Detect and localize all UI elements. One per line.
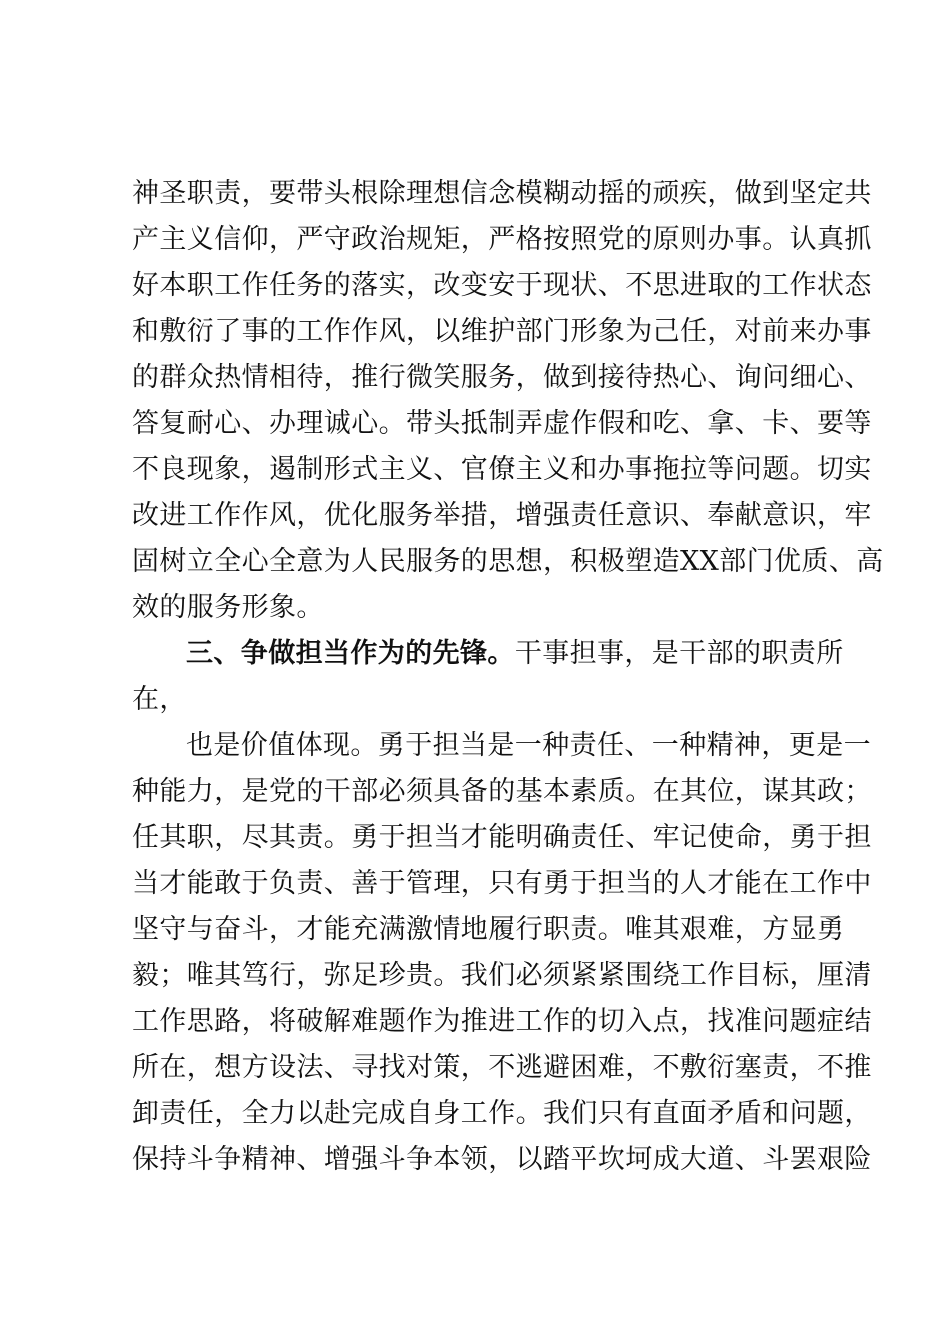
paragraph-line: 所在，想方设法、寻找对策，不逃避困难，不敷衍塞责，不推 <box>132 1052 872 1083</box>
paragraph-line: 坚守与奋斗，才能充满激情地履行职责。唯其艰难，方显勇 <box>132 914 845 945</box>
section-heading-rest: 干事担事，是干部的职责所 <box>514 638 844 669</box>
paragraph-line: 当才能敢于负责、善于管理，只有勇于担当的人才能在工作中 <box>132 868 872 899</box>
section-heading: 三、争做担当作为的先锋。 <box>186 638 515 669</box>
paragraph-line: 固树立全心全意为人民服务的思想，积极塑造XX部门优质、高 <box>132 546 884 577</box>
paragraph-line: 答复耐心、办理诚心。带头抵制弄虚作假和吃、拿、卡、要等 <box>132 408 872 439</box>
paragraph-line: 在， <box>132 684 187 715</box>
paragraph-line: 效的服务形象。 <box>132 592 324 623</box>
paragraph-line: 产主义信仰，严守政治规矩，严格按照党的原则办事。认真抓 <box>132 224 872 255</box>
paragraph-line: 毅；唯其笃行，弥足珍贵。我们必须紧紧围绕工作目标，厘清 <box>132 960 872 991</box>
paragraph-line: 工作思路，将破解难题作为推进工作的切入点，找准问题症结 <box>132 1006 872 1037</box>
paragraph-line: 改进工作作风，优化服务举措，增强责任意识、奉献意识，牢 <box>132 500 872 531</box>
paragraph-line: 的群众热情相待，推行微笑服务，做到接待热心、询问细心、 <box>132 362 872 393</box>
paragraph-line: 好本职工作任务的落实，改变安于现状、不思进取的工作状态 <box>132 270 872 301</box>
paragraph-line: 也是价值体现。勇于担当是一种责任、一种精神，更是一 <box>186 730 871 761</box>
section-heading-line <box>186 634 844 674</box>
paragraph-line: 种能力，是党的干部必须具备的基本素质。在其位，谋其政； <box>132 776 872 807</box>
paragraph-line: 和敷衍了事的工作作风，以维护部门形象为己任，对前来办事 <box>132 316 872 347</box>
paragraph-line: 卸责任，全力以赴完成自身工作。我们只有直面矛盾和问题， <box>132 1098 872 1129</box>
paragraph-line: 任其职，尽其责。勇于担当才能明确责任、牢记使命，勇于担 <box>132 822 872 853</box>
paragraph-line: 神圣职责，要带头根除理想信念模糊动摇的顽疾，做到坚定共 <box>132 178 872 209</box>
paragraph-line: 保持斗争精神、增强斗争本领，以踏平坎坷成大道、斗罢艰险 <box>132 1144 872 1175</box>
paragraph-line: 不良现象，遏制形式主义、官僚主义和办事拖拉等问题。切实 <box>132 454 872 485</box>
